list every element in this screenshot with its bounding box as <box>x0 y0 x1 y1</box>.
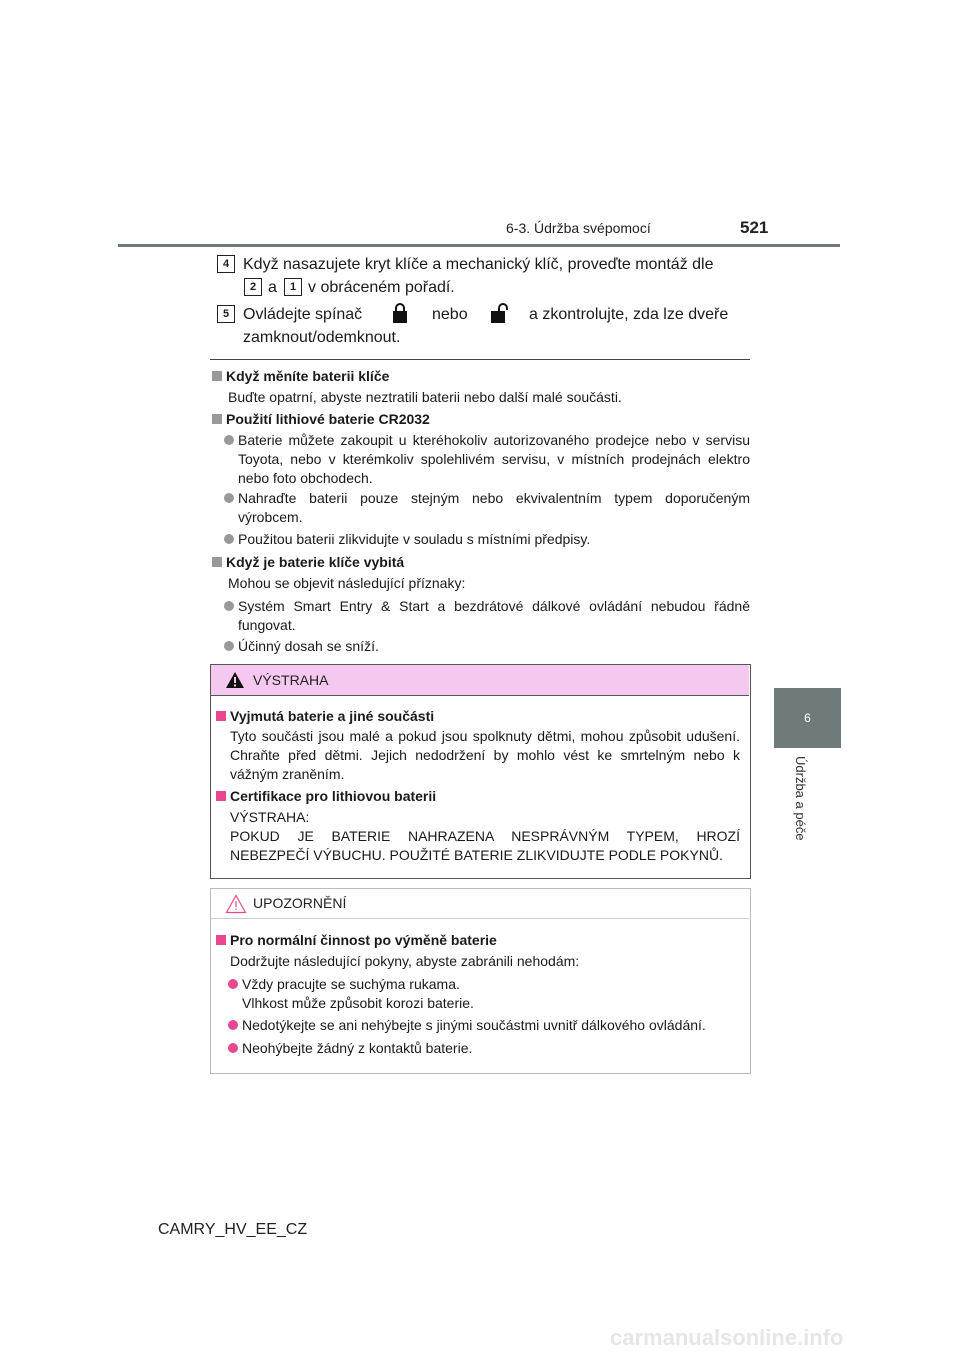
lock-icon <box>392 302 408 324</box>
warning-heading-1: Vyjmutá baterie a jiné součásti <box>216 708 434 724</box>
round-bullet-icon <box>224 641 234 651</box>
header-rule <box>118 244 840 247</box>
round-bullet-icon <box>224 601 234 611</box>
step-number-4: 4 <box>217 255 235 273</box>
warning-paragraph-1: Tyto součásti jsou malé a pokud jsou spolknuty dětmi, mohou způsobit udušení. Chraňte před dětmi. Jejich nedodržení by mohlo vést ke smrtelným nebo k vážným zraněním. <box>230 728 740 782</box>
step-4-text-2: v obráceném pořadí. <box>308 279 455 296</box>
step-5-text: Ovládejte spínač <box>243 306 363 323</box>
info-paragraph-1: Buďte opatrní, abyste neztratili baterii nebo další malé součásti. <box>228 389 622 405</box>
step-5-or: nebo <box>432 306 468 323</box>
notice-heading-1: Pro normální činnost po výměně baterie <box>216 932 497 948</box>
info-heading-2: Použití lithiové baterie CR2032 <box>212 411 430 427</box>
watermark[interactable]: carmanualsonline.info <box>610 1325 844 1350</box>
info-bullet-1: Baterie můžete zakoupit u kteréhokoliv autorizovaného prodejce nebo v servisu Toyota, nebo v kterémkoliv spolehlivém servisu, v místních prodejnách elektro nebo foto obchodech. <box>224 431 750 488</box>
info-bullet-4: Systém Smart Entry & Start a bezdrátové dálkové ovládání nebudou řádně fungovat. <box>224 597 750 635</box>
warning-triangle-icon <box>225 671 245 689</box>
step-4-text: Když nasazujete kryt klíče a mechanický klíč, proveďte montáž dle <box>243 256 714 273</box>
square-bullet-icon <box>216 791 226 801</box>
warning-heading-2: Certifikace pro lithiovou baterii <box>216 788 436 804</box>
notice-title: UPOZORNĚNÍ <box>253 895 347 911</box>
unlock-icon <box>490 302 508 324</box>
info-paragraph-3: Mohou se objevit následující příznaky: <box>228 575 466 591</box>
step-5-text-3: zamknout/odemknout. <box>243 329 401 346</box>
section-title: 6-3. Údržba svépomocí <box>506 220 651 236</box>
section-divider <box>210 359 750 360</box>
chapter-label <box>790 756 810 856</box>
square-bullet-icon <box>212 414 222 424</box>
square-bullet-icon <box>216 711 226 721</box>
round-bullet-icon <box>228 1043 238 1053</box>
round-bullet-icon <box>228 1020 238 1030</box>
step-ref-2: 2 <box>244 278 262 296</box>
notice-header <box>211 889 749 919</box>
round-bullet-icon <box>228 979 238 989</box>
round-bullet-icon <box>224 493 234 503</box>
manual-code: CAMRY_HV_EE_CZ <box>158 1221 308 1238</box>
info-heading-3: Když je baterie klíče vybitá <box>212 554 404 570</box>
step-number-5: 5 <box>217 305 235 323</box>
info-heading-1: Když měníte baterii klíče <box>212 368 389 384</box>
notice-paragraph-1: Dodržujte následující pokyny, abyste zabránili nehodám: <box>230 953 580 969</box>
chapter-tab[interactable]: 6 <box>774 688 841 748</box>
warning-paragraph-2a: VÝSTRAHA: <box>230 809 310 825</box>
warning-title: VÝSTRAHA <box>253 672 329 688</box>
caution-triangle-icon <box>225 894 247 914</box>
chapter-label-text: Údržba a péče <box>793 756 808 841</box>
step-ref-1: 1 <box>284 278 302 296</box>
page-number: 521 <box>740 218 769 237</box>
notice-bullet-2: Nedotýkejte se ani nehýbejte s jinými součástmi uvnitř dálkového ovládání. <box>228 1016 743 1035</box>
info-bullet-3: Použitou baterii zlikvidujte v souladu s místními předpisy. <box>224 530 750 549</box>
warning-paragraph-2b: POKUD JE BATERIE NAHRAZENA NESPRÁVNÝM TYPEM, HROZÍ NEBEZPEČÍ VÝBUCHU. POUŽITÉ BATERIE ZLIKVIDUJTE PODLE POKYNŮ. <box>230 828 740 863</box>
square-bullet-icon <box>212 371 222 381</box>
notice-bullet-3: Neohýbejte žádný z kontaktů baterie. <box>228 1039 743 1058</box>
round-bullet-icon <box>224 435 234 445</box>
step-4-and: a <box>268 279 277 296</box>
info-bullet-5: Účinný dosah se sníží. <box>224 637 750 656</box>
square-bullet-icon <box>216 935 226 945</box>
step-5-text-2: a zkontrolujte, zda lze dveře <box>529 306 729 323</box>
square-bullet-icon <box>212 557 222 567</box>
info-bullet-2: Nahraďte baterii pouze stejným nebo ekvivalentním typem doporučeným výrobcem. <box>224 489 750 527</box>
warning-header <box>211 665 749 696</box>
round-bullet-icon <box>224 534 234 544</box>
notice-bullet-1: Vždy pracujte se suchýma rukama. Vlhkost může způsobit korozi baterie. <box>228 975 743 1013</box>
